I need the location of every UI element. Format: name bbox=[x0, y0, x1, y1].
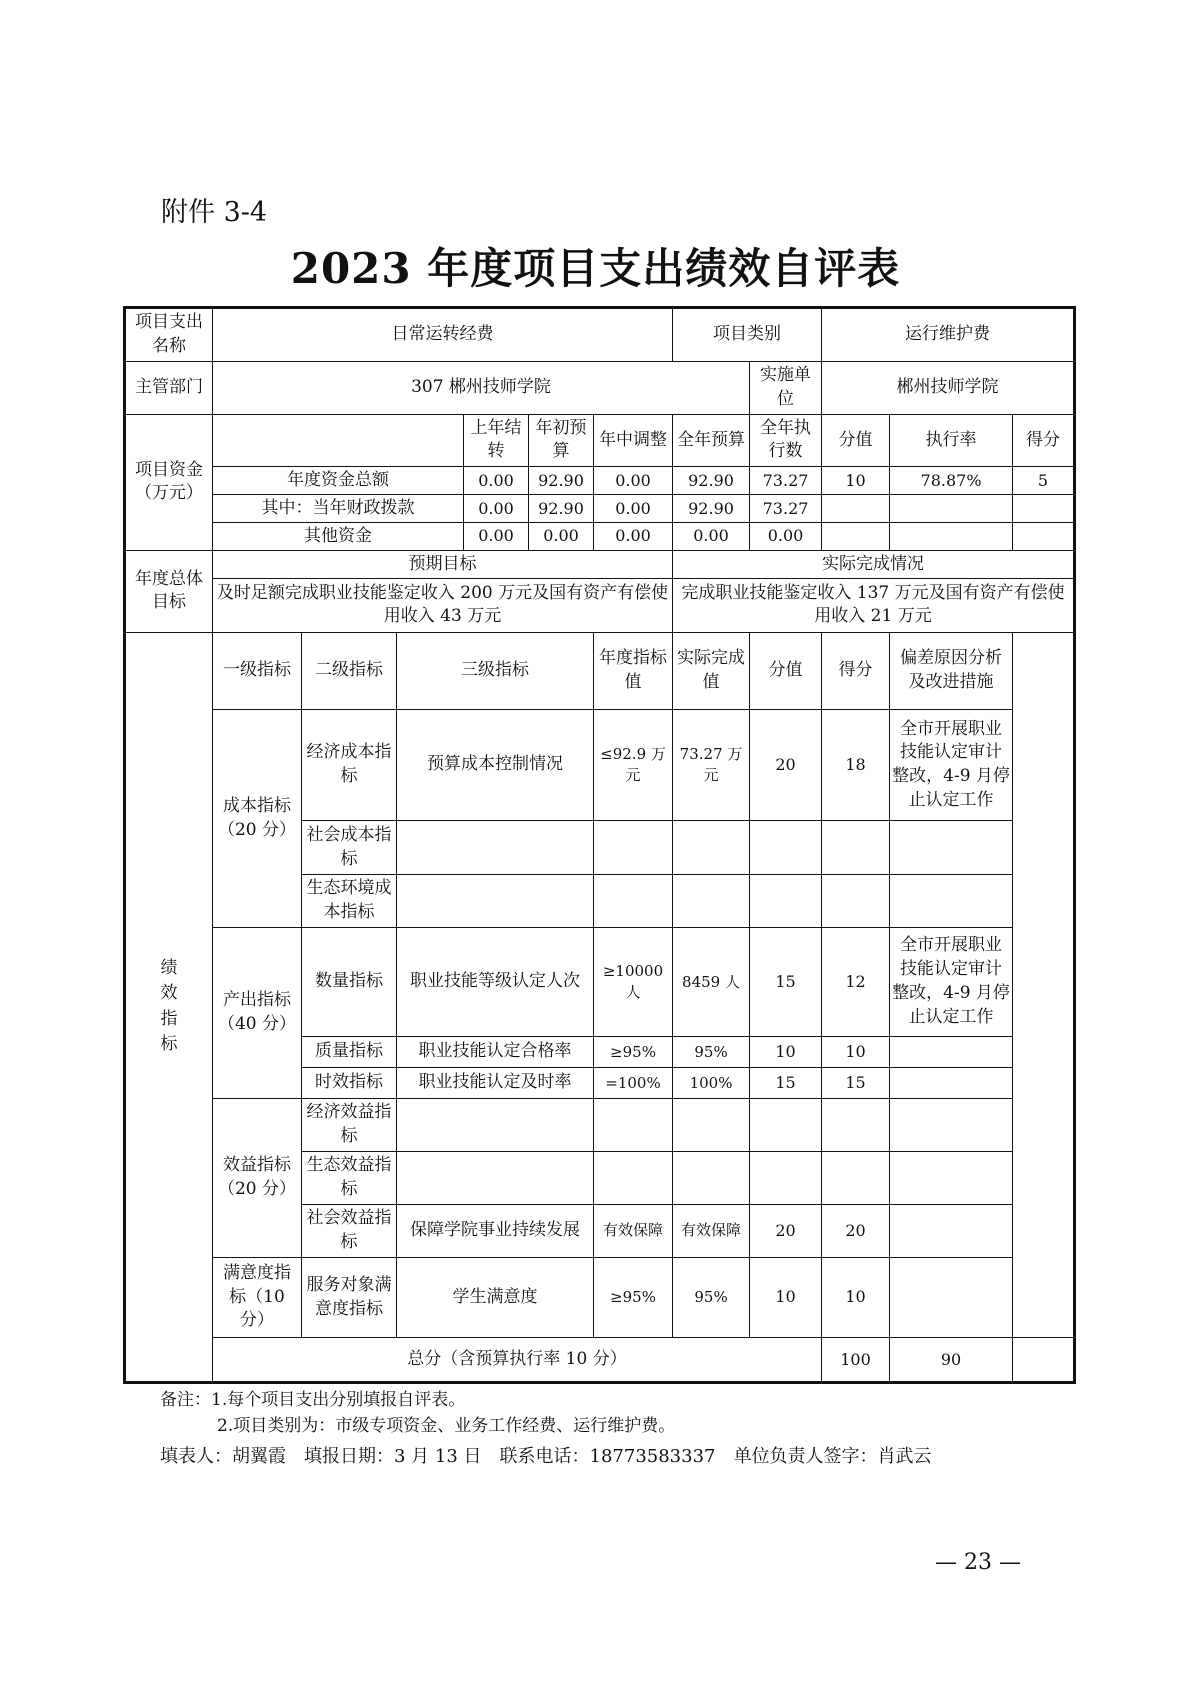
score-value-cell: 15 bbox=[750, 1068, 822, 1099]
score-value-cell: 20 bbox=[750, 710, 822, 821]
funds-header-row bbox=[125, 414, 1075, 467]
score-cell bbox=[822, 821, 890, 875]
funds-prev: 0.00 bbox=[464, 523, 529, 551]
goals-label: 年度总体目标 bbox=[125, 551, 213, 633]
project-name: 日常运转经费 bbox=[213, 308, 673, 362]
reason-cell bbox=[890, 1037, 1013, 1068]
l2-cell: 社会效益指标 bbox=[302, 1204, 397, 1257]
attachment-label: 附件 3-4 bbox=[161, 197, 268, 228]
total-score: 90 bbox=[890, 1338, 1013, 1383]
funds-row bbox=[125, 495, 1075, 523]
score-value-cell bbox=[750, 821, 822, 875]
funds-prev: 0.00 bbox=[464, 495, 529, 523]
indicators-header-row bbox=[125, 632, 1075, 710]
score-cell: 20 bbox=[822, 1204, 890, 1257]
output-l1: 产出指标（40 分） bbox=[213, 927, 302, 1099]
col-l2: 二级指标 bbox=[302, 632, 397, 710]
funds-annual: 0.00 bbox=[673, 523, 750, 551]
l2-cell: 经济成本指标 bbox=[302, 710, 397, 821]
funds-exec: 0.00 bbox=[750, 523, 822, 551]
indicators-label: 绩效指标 bbox=[125, 632, 213, 1382]
target-cell: ≥95% bbox=[594, 1257, 673, 1338]
score-cell: 10 bbox=[822, 1037, 890, 1068]
total-row bbox=[125, 1338, 1075, 1383]
score-value-cell bbox=[750, 1099, 822, 1152]
col-rate: 执行率 bbox=[890, 414, 1013, 467]
dept-value: 307 郴州技师学院 bbox=[213, 361, 750, 414]
reason-cell bbox=[890, 1204, 1013, 1257]
indicator-row bbox=[125, 710, 1075, 821]
funds-adjust: 0.00 bbox=[594, 523, 673, 551]
col-target: 年度指标值 bbox=[594, 632, 673, 710]
funds-score bbox=[1013, 495, 1075, 523]
col-prev: 上年结转 bbox=[464, 414, 529, 467]
funds-row bbox=[125, 467, 1075, 495]
l3-cell: 保障学院事业持续发展 bbox=[397, 1204, 594, 1257]
col-adjust: 年中调整 bbox=[594, 414, 673, 467]
project-name-label: 项目支出名称 bbox=[125, 308, 213, 362]
reason-cell bbox=[890, 1257, 1013, 1338]
reason-cell bbox=[890, 874, 1013, 927]
funds-annual: 92.90 bbox=[673, 467, 750, 495]
expected-goal: 及时足额完成职业技能鉴定收入 200 万元及国有资产有偿使用收入 43 万元 bbox=[213, 579, 673, 633]
l3-cell bbox=[397, 874, 594, 927]
l3-cell: 预算成本控制情况 bbox=[397, 710, 594, 821]
goals-content-row bbox=[125, 579, 1075, 633]
indicator-row bbox=[125, 1099, 1075, 1152]
col-actual: 实际完成值 bbox=[673, 632, 750, 710]
satisfaction-l1: 满意度指标（10 分） bbox=[213, 1257, 302, 1338]
l3-cell: 职业技能认定合格率 bbox=[397, 1037, 594, 1068]
col-annual: 全年预算 bbox=[673, 414, 750, 467]
score-cell: 15 bbox=[822, 1068, 890, 1099]
col-l1: 一级指标 bbox=[213, 632, 302, 710]
l2-cell: 生态环境成本指标 bbox=[302, 874, 397, 927]
score-cell bbox=[822, 1152, 890, 1205]
total-label: 总分（含预算执行率 10 分） bbox=[213, 1338, 822, 1383]
benefit-l1: 效益指标（20 分） bbox=[213, 1099, 302, 1257]
actual-cell bbox=[673, 874, 750, 927]
col-initial: 年初预算 bbox=[529, 414, 594, 467]
funds-score-value bbox=[822, 523, 890, 551]
funds-adjust: 0.00 bbox=[594, 467, 673, 495]
l2-cell: 服务对象满意度指标 bbox=[302, 1257, 397, 1338]
funds-initial: 92.90 bbox=[529, 467, 594, 495]
col-l3: 三级指标 bbox=[397, 632, 594, 710]
target-cell: =100% bbox=[594, 1068, 673, 1099]
note-line-1: 备注：1.每个项目支出分别填报自评表。 bbox=[160, 1390, 466, 1410]
l2-cell: 质量指标 bbox=[302, 1037, 397, 1068]
l2-cell: 社会成本指标 bbox=[302, 821, 397, 875]
funds-rate bbox=[890, 495, 1013, 523]
reason-cell bbox=[890, 1099, 1013, 1152]
col-score: 得分 bbox=[1013, 414, 1075, 467]
dept-row bbox=[125, 361, 1075, 414]
target-cell bbox=[594, 1152, 673, 1205]
funds-rate bbox=[890, 523, 1013, 551]
score-value-cell: 10 bbox=[750, 1037, 822, 1068]
score-cell bbox=[822, 1099, 890, 1152]
funds-score-value: 10 bbox=[822, 467, 890, 495]
l3-cell bbox=[397, 1099, 594, 1152]
funds-row-label: 其中：当年财政拨款 bbox=[213, 495, 464, 523]
l3-cell: 职业技能等级认定人次 bbox=[397, 927, 594, 1037]
l3-cell bbox=[397, 821, 594, 875]
impl-label: 实施单位 bbox=[750, 361, 822, 414]
note-line-2: 2.项目类别为：市级专项资金、业务工作经费、运行维护费。 bbox=[217, 1415, 676, 1436]
goals-header-row bbox=[125, 551, 1075, 579]
col-ind-score-value: 分值 bbox=[750, 632, 822, 710]
score-cell bbox=[822, 874, 890, 927]
target-cell: 有效保障 bbox=[594, 1204, 673, 1257]
actual-cell bbox=[673, 1099, 750, 1152]
score-cell: 10 bbox=[822, 1257, 890, 1338]
l2-cell: 经济效益指标 bbox=[302, 1099, 397, 1152]
score-value-cell: 15 bbox=[750, 927, 822, 1037]
evaluation-table bbox=[123, 306, 1076, 1384]
score-cell: 12 bbox=[822, 927, 890, 1037]
actual-cell: 有效保障 bbox=[673, 1204, 750, 1257]
category-value: 运行维护费 bbox=[822, 308, 1075, 362]
target-cell: ≥95% bbox=[594, 1037, 673, 1068]
target-cell: ≥10000 人 bbox=[594, 927, 673, 1037]
funds-exec: 73.27 bbox=[750, 467, 822, 495]
filler-info: 填表人：胡翼霞 填报日期：3 月 13 日 联系电话：18773583337 单位负责人签字：肖武云 bbox=[160, 1446, 932, 1467]
l3-cell: 职业技能认定及时率 bbox=[397, 1068, 594, 1099]
actual-goal: 完成职业技能鉴定收入 137 万元及国有资产有偿使用收入 21 万元 bbox=[673, 579, 1075, 633]
category-label: 项目类别 bbox=[673, 308, 822, 362]
actual-label: 实际完成情况 bbox=[673, 551, 1075, 579]
funds-score: 5 bbox=[1013, 467, 1075, 495]
funds-row bbox=[125, 523, 1075, 551]
funds-rate: 78.87% bbox=[890, 467, 1013, 495]
score-value-cell bbox=[750, 874, 822, 927]
total-reason bbox=[1013, 1338, 1075, 1383]
page-number: — 23 — bbox=[935, 1550, 1021, 1575]
actual-cell: 73.27 万元 bbox=[673, 710, 750, 821]
target-cell: ≤92.9 万元 bbox=[594, 710, 673, 821]
l3-cell: 学生满意度 bbox=[397, 1257, 594, 1338]
actual-cell: 100% bbox=[673, 1068, 750, 1099]
indicator-row bbox=[125, 1257, 1075, 1338]
impl-value: 郴州技师学院 bbox=[822, 361, 1075, 414]
dept-label: 主管部门 bbox=[125, 361, 213, 414]
funds-exec: 73.27 bbox=[750, 495, 822, 523]
l2-cell: 生态效益指标 bbox=[302, 1152, 397, 1205]
target-cell bbox=[594, 821, 673, 875]
page-title: 2023 年度项目支出绩效自评表 bbox=[290, 244, 901, 293]
reason-cell: 全市开展职业技能认定审计整改，4-9 月停止认定工作 bbox=[890, 927, 1013, 1037]
funds-prev: 0.00 bbox=[464, 467, 529, 495]
funds-blank-header bbox=[213, 414, 464, 467]
score-value-cell: 20 bbox=[750, 1204, 822, 1257]
col-reason: 偏差原因分析及改进措施 bbox=[890, 632, 1013, 710]
funds-score bbox=[1013, 523, 1075, 551]
expected-label: 预期目标 bbox=[213, 551, 673, 579]
actual-cell bbox=[673, 1152, 750, 1205]
project-name-row bbox=[125, 308, 1075, 362]
notes bbox=[160, 1388, 675, 1439]
reason-cell bbox=[890, 1152, 1013, 1205]
cost-l1: 成本指标（20 分） bbox=[213, 710, 302, 927]
funds-label: 项目资金（万元） bbox=[125, 414, 213, 551]
funds-row-label: 年度资金总额 bbox=[213, 467, 464, 495]
indicator-row bbox=[125, 927, 1075, 1037]
target-cell bbox=[594, 1099, 673, 1152]
actual-cell bbox=[673, 821, 750, 875]
reason-cell bbox=[890, 1068, 1013, 1099]
col-ind-score: 得分 bbox=[822, 632, 890, 710]
reason-cell: 全市开展职业技能认定审计整改，4-9 月停止认定工作 bbox=[890, 710, 1013, 821]
target-cell bbox=[594, 874, 673, 927]
score-value-cell: 10 bbox=[750, 1257, 822, 1338]
l2-cell: 时效指标 bbox=[302, 1068, 397, 1099]
total-score-value: 100 bbox=[822, 1338, 890, 1383]
score-value-cell bbox=[750, 1152, 822, 1205]
funds-annual: 92.90 bbox=[673, 495, 750, 523]
l3-cell bbox=[397, 1152, 594, 1205]
actual-cell: 95% bbox=[673, 1037, 750, 1068]
col-exec: 全年执行数 bbox=[750, 414, 822, 467]
funds-row-label: 其他资金 bbox=[213, 523, 464, 551]
l2-cell: 数量指标 bbox=[302, 927, 397, 1037]
reason-cell bbox=[890, 821, 1013, 875]
actual-cell: 8459 人 bbox=[673, 927, 750, 1037]
funds-adjust: 0.00 bbox=[594, 495, 673, 523]
score-cell: 18 bbox=[822, 710, 890, 821]
funds-score-value bbox=[822, 495, 890, 523]
funds-initial: 92.90 bbox=[529, 495, 594, 523]
col-score-value: 分值 bbox=[822, 414, 890, 467]
actual-cell: 95% bbox=[673, 1257, 750, 1338]
funds-initial: 0.00 bbox=[529, 523, 594, 551]
